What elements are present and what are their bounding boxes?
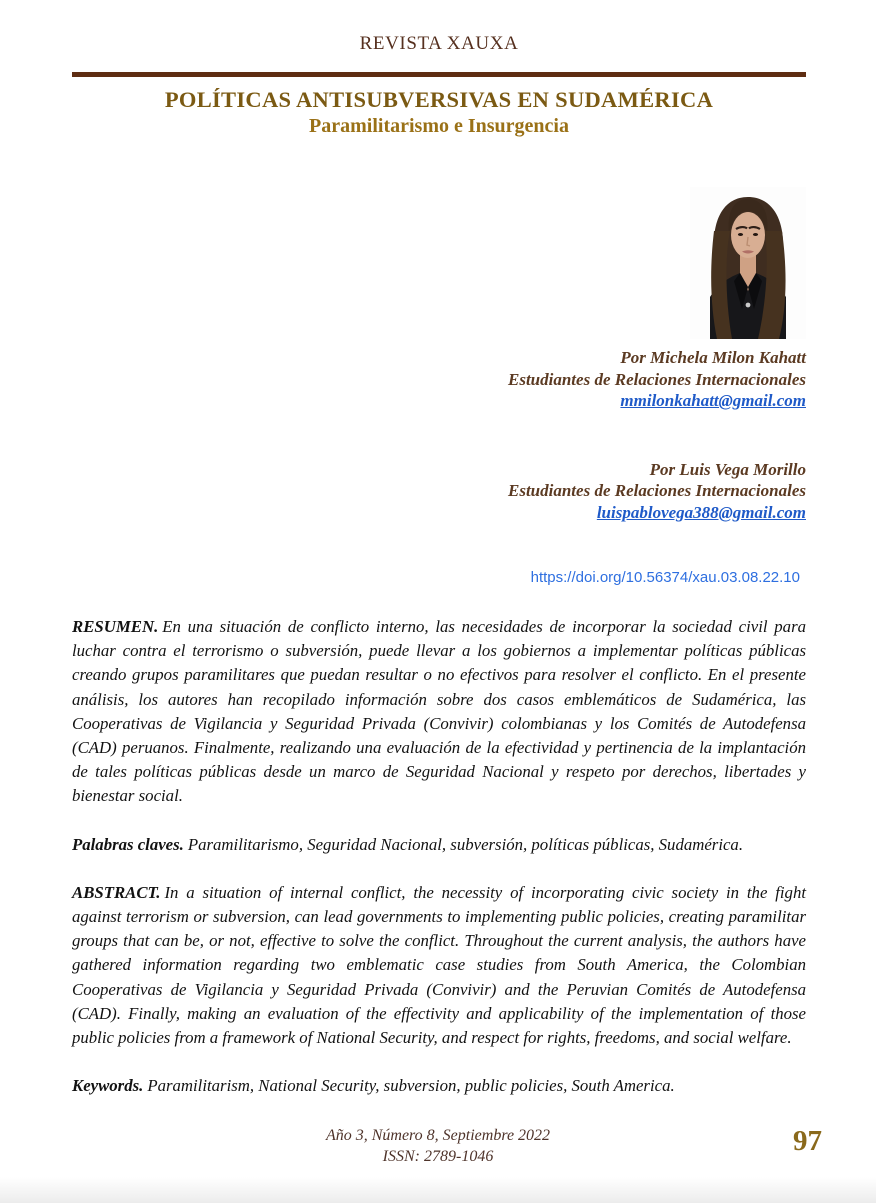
doi-link[interactable]: https://doi.org/10.56374/xau.03.08.22.10 [530, 569, 800, 586]
palabras-claves-text: Paramilitarismo, Seguridad Nacional, subversión, políticas públicas, Sudamérica. [187, 834, 744, 854]
palabras-claves-line [72, 833, 806, 857]
doi-row [72, 569, 806, 586]
portrait-illustration [690, 187, 806, 339]
author-byline: Por Michela Milon Kahatt [620, 348, 806, 367]
resumen-label: RESUMEN. [72, 617, 159, 636]
author-email-link[interactable]: luispablovega388@gmail.com [596, 502, 806, 522]
abstract-text: In a situation of internal conflict, the necessity of incorporating civic society in the fight against terrorism or subversion, can lead governments to implementing public policies, creating paramilitar groups that can be, or not, effective to solve the conflict. Throughout the current analysis, the authors have gathered information regarding two emblematic case studies from South America, the Colombian Cooperativas de Vigilancia y Seguridad Privada (Convivir) and the Peruvian Comités de Autodefensa (CAD). Finally, making an evaluation of the effectivity and applicability of the implementation of those public policies from a framework of National Security, and respect for rights, freedoms, and social welfare. [72, 882, 806, 1048]
article-title: POLÍTICAS ANTISUBVERSIVAS EN SUDAMÉRICA [164, 87, 714, 112]
keywords-line [72, 1074, 806, 1098]
author-affiliation: Estudiantes de Relaciones Internacionales [508, 369, 806, 389]
page-content [0, 33, 876, 1098]
header-rule [72, 72, 806, 77]
palabras-claves-label: Palabras claves. [72, 834, 184, 854]
photo-row [72, 187, 806, 339]
author-email-link[interactable]: mmilonkahatt@gmail.com [620, 391, 806, 410]
page-footer [0, 1125, 876, 1175]
author-byline: Por Luis Vega Morillo [649, 459, 806, 479]
journal-title: REVISTA XAUXA [359, 33, 519, 54]
footer-issue-line: Año 3, Número 8, Septiembre 2022 [325, 1127, 551, 1144]
author-block-2 [72, 459, 806, 524]
page-number: 97 [793, 1125, 822, 1157]
resumen-paragraph [72, 615, 806, 809]
resumen-text: En una situación de conflicto interno, las necesidades de incorporar la sociedad civil para luchar contra el terrorismo o subversión, puede llevar a los gobiernos a implementar políticas públicas creando grupos paramilitares que puedan resultar o no efectivos para resolver el conflicto. En el presente análisis, los autores han recopilado información sobre dos casos emblemáticos de Sudamérica, las Cooperativas de Vigilancia y Seguridad Privada (Convivir) colombianas y los Comités de Autodefensa (CAD) peruanos. Finalmente, realizando una evaluación de la efectividad y pertinencia de la implantación de tales políticas públicas desde un marco de Seguridad Nacional y respeto por derechos, libertades y bienestar social. [72, 617, 806, 806]
article-subtitle: Paramilitarismo e Insurgencia [309, 115, 569, 137]
author-affiliation: Estudiantes de Relaciones Internacionales [508, 481, 806, 500]
keywords-text: Paramilitarism, National Security, subversion, public policies, South America. [147, 1076, 675, 1096]
footer-issue-block [0, 1125, 876, 1167]
keywords-label: Keywords. [72, 1076, 144, 1096]
page-bottom-shade [0, 1177, 876, 1203]
abstract-paragraph [72, 881, 806, 1050]
abstract-label: ABSTRACT. [72, 882, 161, 902]
document-page [0, 33, 876, 1203]
footer-issn-line: ISSN: 2789-1046 [382, 1148, 494, 1165]
author-portrait-photo [690, 187, 806, 339]
author-block-1 [72, 347, 806, 412]
